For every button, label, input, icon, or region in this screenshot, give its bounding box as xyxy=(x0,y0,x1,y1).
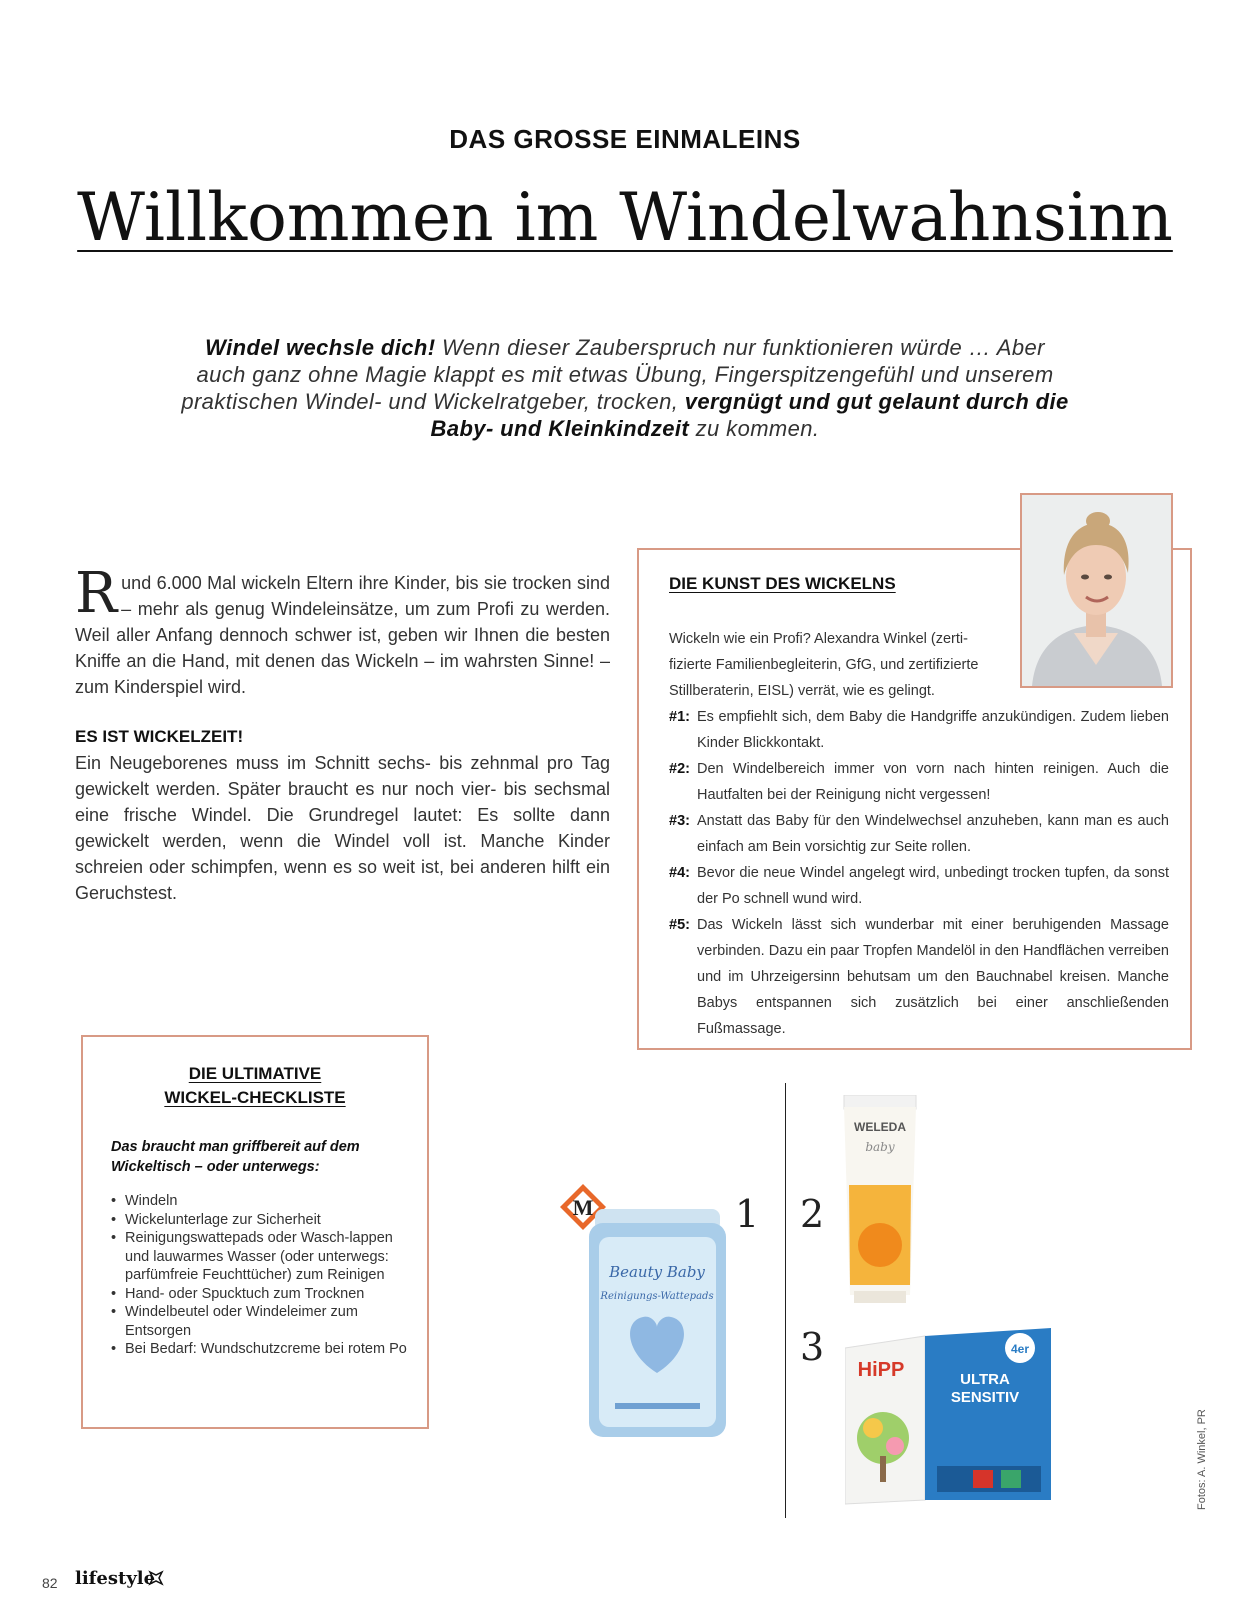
brand-logo-icon xyxy=(148,1570,164,1586)
hipp-badge: 4er xyxy=(1010,1342,1030,1356)
tips-content xyxy=(669,626,1169,1042)
article-para-2: Ein Neugeborenes muss im Schnitt sechs- bis zehnmal pro Tag gewickelt werden. Später braucht es nur noch vier- bis sechsmal eine frische Windel. Die Grundregel lautet: Es sollte dann gewickelt werden, wenn die Windel voll ist. Manche Kinder schreien oder schimpfen, wenn es so weit ist, bei anderen hilft ein Geruchstest. xyxy=(75,753,610,903)
dropcap: R xyxy=(75,561,118,626)
tip-number: #3: xyxy=(669,813,690,829)
wattepads-name: Reinigungs-Wattepads xyxy=(600,1291,714,1302)
tips-heading: DIE KUNST DES WICKELNS xyxy=(669,574,896,593)
tip-text: Bevor die neue Windel angelegt wird, unbedingt trocken tupfen, da sonst der Po schnell wund wird. xyxy=(697,865,1169,907)
product-wattepads xyxy=(585,1203,730,1443)
hipp-brand: HiPP xyxy=(857,1359,905,1381)
article-body xyxy=(75,561,610,906)
checklist-subheading: Das braucht man griffbereit auf dem Wickeltisch – oder unterwegs: xyxy=(111,1139,360,1175)
weleda-sub: baby xyxy=(865,1140,895,1154)
tip-text: Das Wickeln lässt sich wunderbar mit einer beruhigenden Massage verbinden. Dazu ein paar Tropfen Mandelöl in den Handflächen verreiben und im Uhrzeigersinn behutsam um den Bauchnabel kreisen. Manche Babys entspannen sich zusätzlich bei einer anschließenden Fußmassage. xyxy=(697,917,1169,1037)
tip-number: #4: xyxy=(669,865,690,881)
checklist-heading-line-1: DIE ULTIMATIVE xyxy=(188,1064,322,1083)
checklist-item: • Reinigungswattepads oder Wasch-lappen und lauwarmes Wasser (oder unterwegs: parfümfreie Feuchttücher) zum Reinigen xyxy=(109,1229,409,1285)
checklist-item: • Windelbeutel oder Windeleimer zum Entsorgen xyxy=(109,1303,409,1340)
tip-text: Es empfiehlt sich, dem Baby die Handgriffe anzukündigen. Zudem lieben Kinder Blickkontakt. xyxy=(697,709,1169,751)
hipp-line-1: ULTRA xyxy=(960,1371,1010,1388)
photo-credit: Fotos: A. Winkel, PR xyxy=(1196,1409,1208,1510)
product-hipp xyxy=(845,1328,1055,1508)
tip-number: #1: xyxy=(669,709,690,725)
portrait-illustration xyxy=(1022,495,1171,686)
tip-number: #5: xyxy=(669,917,690,933)
tip-item xyxy=(669,912,1169,1042)
store-logo-letter: M xyxy=(572,1195,594,1220)
tip-item xyxy=(669,756,1169,808)
checklist-items xyxy=(109,1192,409,1359)
product-divider xyxy=(785,1083,786,1518)
page-title-text: Willkommen im Windelwahnsinn xyxy=(77,179,1173,256)
product-number-1: 1 xyxy=(735,1192,760,1236)
hipp-image xyxy=(845,1328,1055,1508)
product-number-3: 3 xyxy=(800,1325,825,1369)
checklist-item: • Bei Bedarf: Wundschutzcreme bei rotem Po xyxy=(109,1340,409,1359)
intro-mid-bold: vergnügt und gut gelaunt durch die Baby- und Kleinkindzeit xyxy=(430,389,1069,441)
intro-text xyxy=(180,334,1070,442)
article-para-1-text: und 6.000 Mal wickeln Eltern ihre Kinder, bis sie trocken sind – mehr als genug Windeleinsätze, um zum Profi zu werden. Weil aller Anfang dennoch schwer ist, geben wir Ihnen die besten Kniffe an die Hand, mit denen das Wickeln – im wahrsten Sinne! – zum Kinderspiel wird. xyxy=(75,573,610,697)
checklist-item: • Windeln xyxy=(109,1192,409,1211)
tips-intro-line-2: fizierte Familienbegleiterin, GfG, und zertifizierte xyxy=(669,657,979,673)
checklist-heading xyxy=(81,1062,429,1110)
checklist-heading-line-2: WICKEL-CHECKLISTE xyxy=(164,1088,346,1107)
hipp-line-2: SENSITIV xyxy=(950,1389,1020,1406)
wattepads-image xyxy=(585,1203,730,1443)
weleda-brand: WELEDA xyxy=(854,1120,906,1134)
tips-intro-line-3: Stillberaterin, EISL) verrät, wie es gelingt. xyxy=(669,683,935,699)
article-subhead: ES IST WICKELZEIT! xyxy=(75,727,244,746)
tips-intro-line-1: Wickeln wie ein Profi? Alexandra Winkel (zerti- xyxy=(669,631,968,647)
intro-text-1: Wenn dieser Zauberspruch nur funktionieren würde … Aber auch ganz ohne Magie klappt es mit etwas Übung, Fingerspitzengefühl und unserem praktischen Windel- und Wickelratgeber, trocken, xyxy=(181,335,1054,414)
tip-text: Den Windelbereich immer von vorn nach hinten reinigen. Auch die Hautfalten bei der Reinigung nicht vergessen! xyxy=(697,761,1169,803)
product-weleda xyxy=(840,1095,920,1305)
brand-logo-glyph xyxy=(148,1570,164,1586)
tip-item xyxy=(669,704,1169,756)
intro-lead: Windel wechsle dich! xyxy=(205,335,436,360)
product-number-2: 2 xyxy=(800,1192,825,1236)
wattepads-brand: Beauty Baby xyxy=(609,1263,705,1281)
tip-number: #2: xyxy=(669,761,690,777)
page-title xyxy=(0,178,1250,257)
intro-text-2: zu kommen. xyxy=(689,416,820,441)
article-para-1 xyxy=(75,561,610,700)
magazine-brand: lifestyle xyxy=(75,1568,156,1589)
expert-portrait xyxy=(1020,493,1173,688)
checklist-item: • Hand- oder Spucktuch zum Trocknen xyxy=(109,1285,409,1304)
weleda-image xyxy=(840,1095,920,1305)
tip-text: Anstatt das Baby für den Windelwechsel anzuheben, kann man es auch einfach am Bein vorsichtig zur Seite rollen. xyxy=(697,813,1169,855)
tip-item xyxy=(669,860,1169,912)
tip-item xyxy=(669,808,1169,860)
kicker: DAS GROSSE EINMALEINS xyxy=(449,124,801,154)
page-number: 82 xyxy=(42,1575,58,1591)
checklist-item: • Wickelunterlage zur Sicherheit xyxy=(109,1211,409,1230)
